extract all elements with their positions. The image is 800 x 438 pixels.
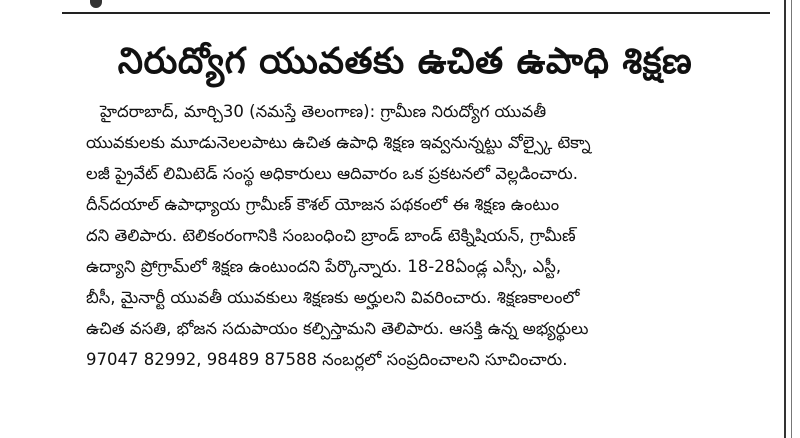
article-line: లజీ ప్రైవేట్ లిమిటెడ్ సంస్థ అధికారులు ఆదివారం ఒక ప్రకటనలో వెల్లడించారు. [86, 164, 578, 183]
top-border-rule [62, 12, 770, 14]
headline: నిరుద్యోగ యువతకు ఉచిత ఉపాధి శిక్షణ [117, 41, 693, 82]
right-column-rule-secondary [791, 0, 792, 438]
article-line: యువకులకు మూడునెలలపాటు ఉచిత ఉపాధి శిక్షణ ఇవ్వనున్నట్టు వోల్స్కై టెక్నా [86, 133, 591, 152]
article-line: ఉద్యాని ప్రోగ్రామ్‌లో శిక్షణ ఉంటుందని పేర్కొన్నారు. 18-28ఏండ్ల ఎస్సీ, ఎస్టీ, [86, 257, 562, 276]
article-body [86, 96, 746, 375]
article-line: 97047 82992, 98489 87588 నంబర్లలో సంప్రదించాలని సూచించారు. [86, 350, 568, 369]
right-column-rule [784, 0, 786, 438]
article-line: బీసీ, మైనార్టీ యువతీ యువకులు శిక్షణకు అర్హులని వివరించారు. శిక్షణకాలంలో [86, 288, 580, 307]
article-line: దని తెలిపారు. టెలికంరంగానికి సంబంధించి బ్రాండ్ బాండ్ టెక్నిషియన్, గ్రామీణ్ [86, 226, 576, 245]
article-line: హైదరాబాద్, మార్చి30 (నమస్తే తెలంగాణ): గ్రామీణ నిరుద్యోగ యువతీ [100, 102, 547, 121]
article-line: ఉచిత వసతి, భోజన సదుపాయం కల్పిస్తామని తెలిపారు. ఆసక్తి ఉన్న అభ్యర్థులు [86, 319, 589, 338]
top-clipping-mark [90, 0, 102, 8]
article-line: దీన్‌దయాల్ ఉపాధ్యాయ గ్రామీణ్ కౌశల్ యోజన పథకంలో ఈ శిక్షణ ఉంటుం [86, 195, 560, 214]
